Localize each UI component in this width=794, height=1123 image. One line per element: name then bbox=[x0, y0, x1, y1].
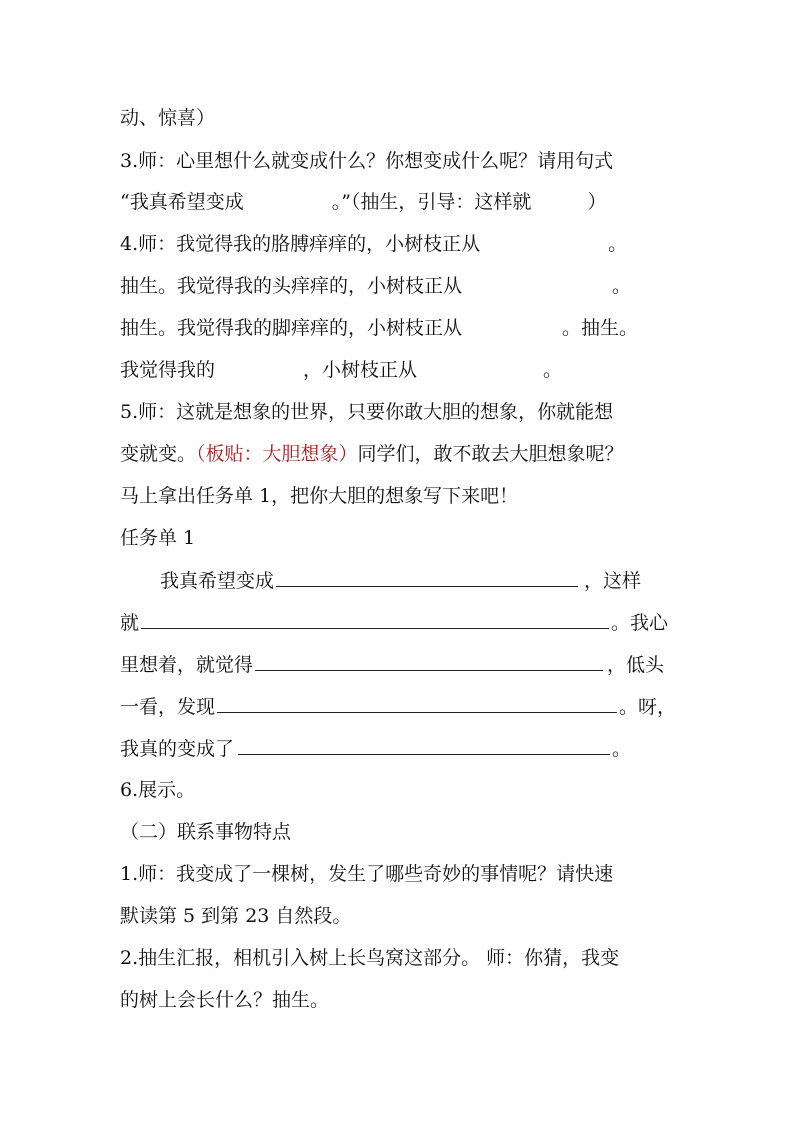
text-line: 马上拿出任务单 1，把你大胆的想象写下来吧！ bbox=[120, 485, 519, 507]
text-line bbox=[120, 314, 690, 342]
text-segment: “我真希望变成 bbox=[120, 191, 244, 213]
text-line: 默读第 5 到第 23 自然段。 bbox=[120, 905, 352, 927]
text-line: 动、惊喜） bbox=[120, 107, 216, 129]
answer-underline[interactable] bbox=[141, 608, 609, 629]
worksheet-line bbox=[120, 608, 690, 637]
text-segment: ，低头 bbox=[607, 654, 665, 676]
answer-underline[interactable] bbox=[255, 650, 603, 671]
text-line: 3.师：心里想什么就变成什么？你想变成什么呢？请用句式 bbox=[120, 150, 614, 172]
text-line: 6.展示。 bbox=[120, 779, 196, 801]
text-segment: 我真希望变成 bbox=[160, 570, 275, 592]
text-segment: 我真的变成了 bbox=[120, 738, 235, 760]
worksheet-line bbox=[120, 734, 690, 763]
text-segment: 抽生。我觉得我的脚痒痒的，小树枝正从 bbox=[120, 317, 463, 339]
board-note: （板贴：大胆想象） bbox=[196, 443, 358, 465]
text-segment: 4.师：我觉得我的胳膊痒痒的，小树枝正从 bbox=[120, 233, 481, 255]
worksheet-line bbox=[120, 650, 690, 679]
worksheet-line bbox=[160, 566, 690, 595]
worksheet-title: 任务单 1 bbox=[120, 527, 196, 549]
answer-underline[interactable] bbox=[276, 566, 578, 587]
text-segment: 变就变。 bbox=[120, 443, 197, 465]
text-segment: ，这样 bbox=[584, 570, 642, 592]
text-line bbox=[120, 272, 690, 300]
text-segment: ，小树枝正从 bbox=[303, 359, 418, 381]
answer-underline[interactable] bbox=[217, 692, 617, 713]
text-segment: 就 bbox=[120, 612, 140, 634]
section-heading: （二）联系事物特点 bbox=[120, 821, 292, 843]
text-segment: 。 bbox=[612, 275, 632, 297]
worksheet-line bbox=[120, 692, 690, 721]
answer-underline[interactable] bbox=[238, 734, 610, 755]
text-segment: 。 bbox=[608, 233, 628, 255]
text-segment: 抽生。我觉得我的头痒痒的，小树枝正从 bbox=[120, 275, 463, 297]
text-segment: 。”（抽生，引导：这样就 bbox=[331, 191, 532, 213]
text-segment: 。 bbox=[612, 738, 632, 760]
text-line: 的树上会长什么？抽生。 bbox=[120, 989, 330, 1011]
text-line: 5.师：这就是想象的世界，只要你敢大胆的想象，你就能想 bbox=[120, 401, 614, 423]
text-line bbox=[120, 440, 690, 468]
text-segment: ） bbox=[587, 191, 607, 213]
text-segment: 里想着，就觉得 bbox=[120, 654, 254, 676]
text-line: 1.师：我变成了一棵树，发生了哪些奇妙的事情呢？请快速 bbox=[120, 863, 614, 885]
text-segment: 。呀， bbox=[619, 696, 677, 718]
text-segment: 。 bbox=[543, 359, 563, 381]
text-line: 2.抽生汇报，相机引入树上长鸟窝这部分。 师：你猜，我变 bbox=[120, 947, 620, 969]
text-segment: 一看，发现 bbox=[120, 696, 216, 718]
text-segment: 同学们，敢不敢去大胆想象呢？ bbox=[357, 443, 624, 465]
text-line bbox=[120, 230, 690, 258]
text-line bbox=[120, 356, 690, 384]
text-segment: 。我心 bbox=[611, 612, 669, 634]
text-segment: 。抽生。 bbox=[562, 317, 639, 339]
text-line bbox=[120, 188, 690, 216]
text-segment: 我觉得我的 bbox=[120, 359, 216, 381]
